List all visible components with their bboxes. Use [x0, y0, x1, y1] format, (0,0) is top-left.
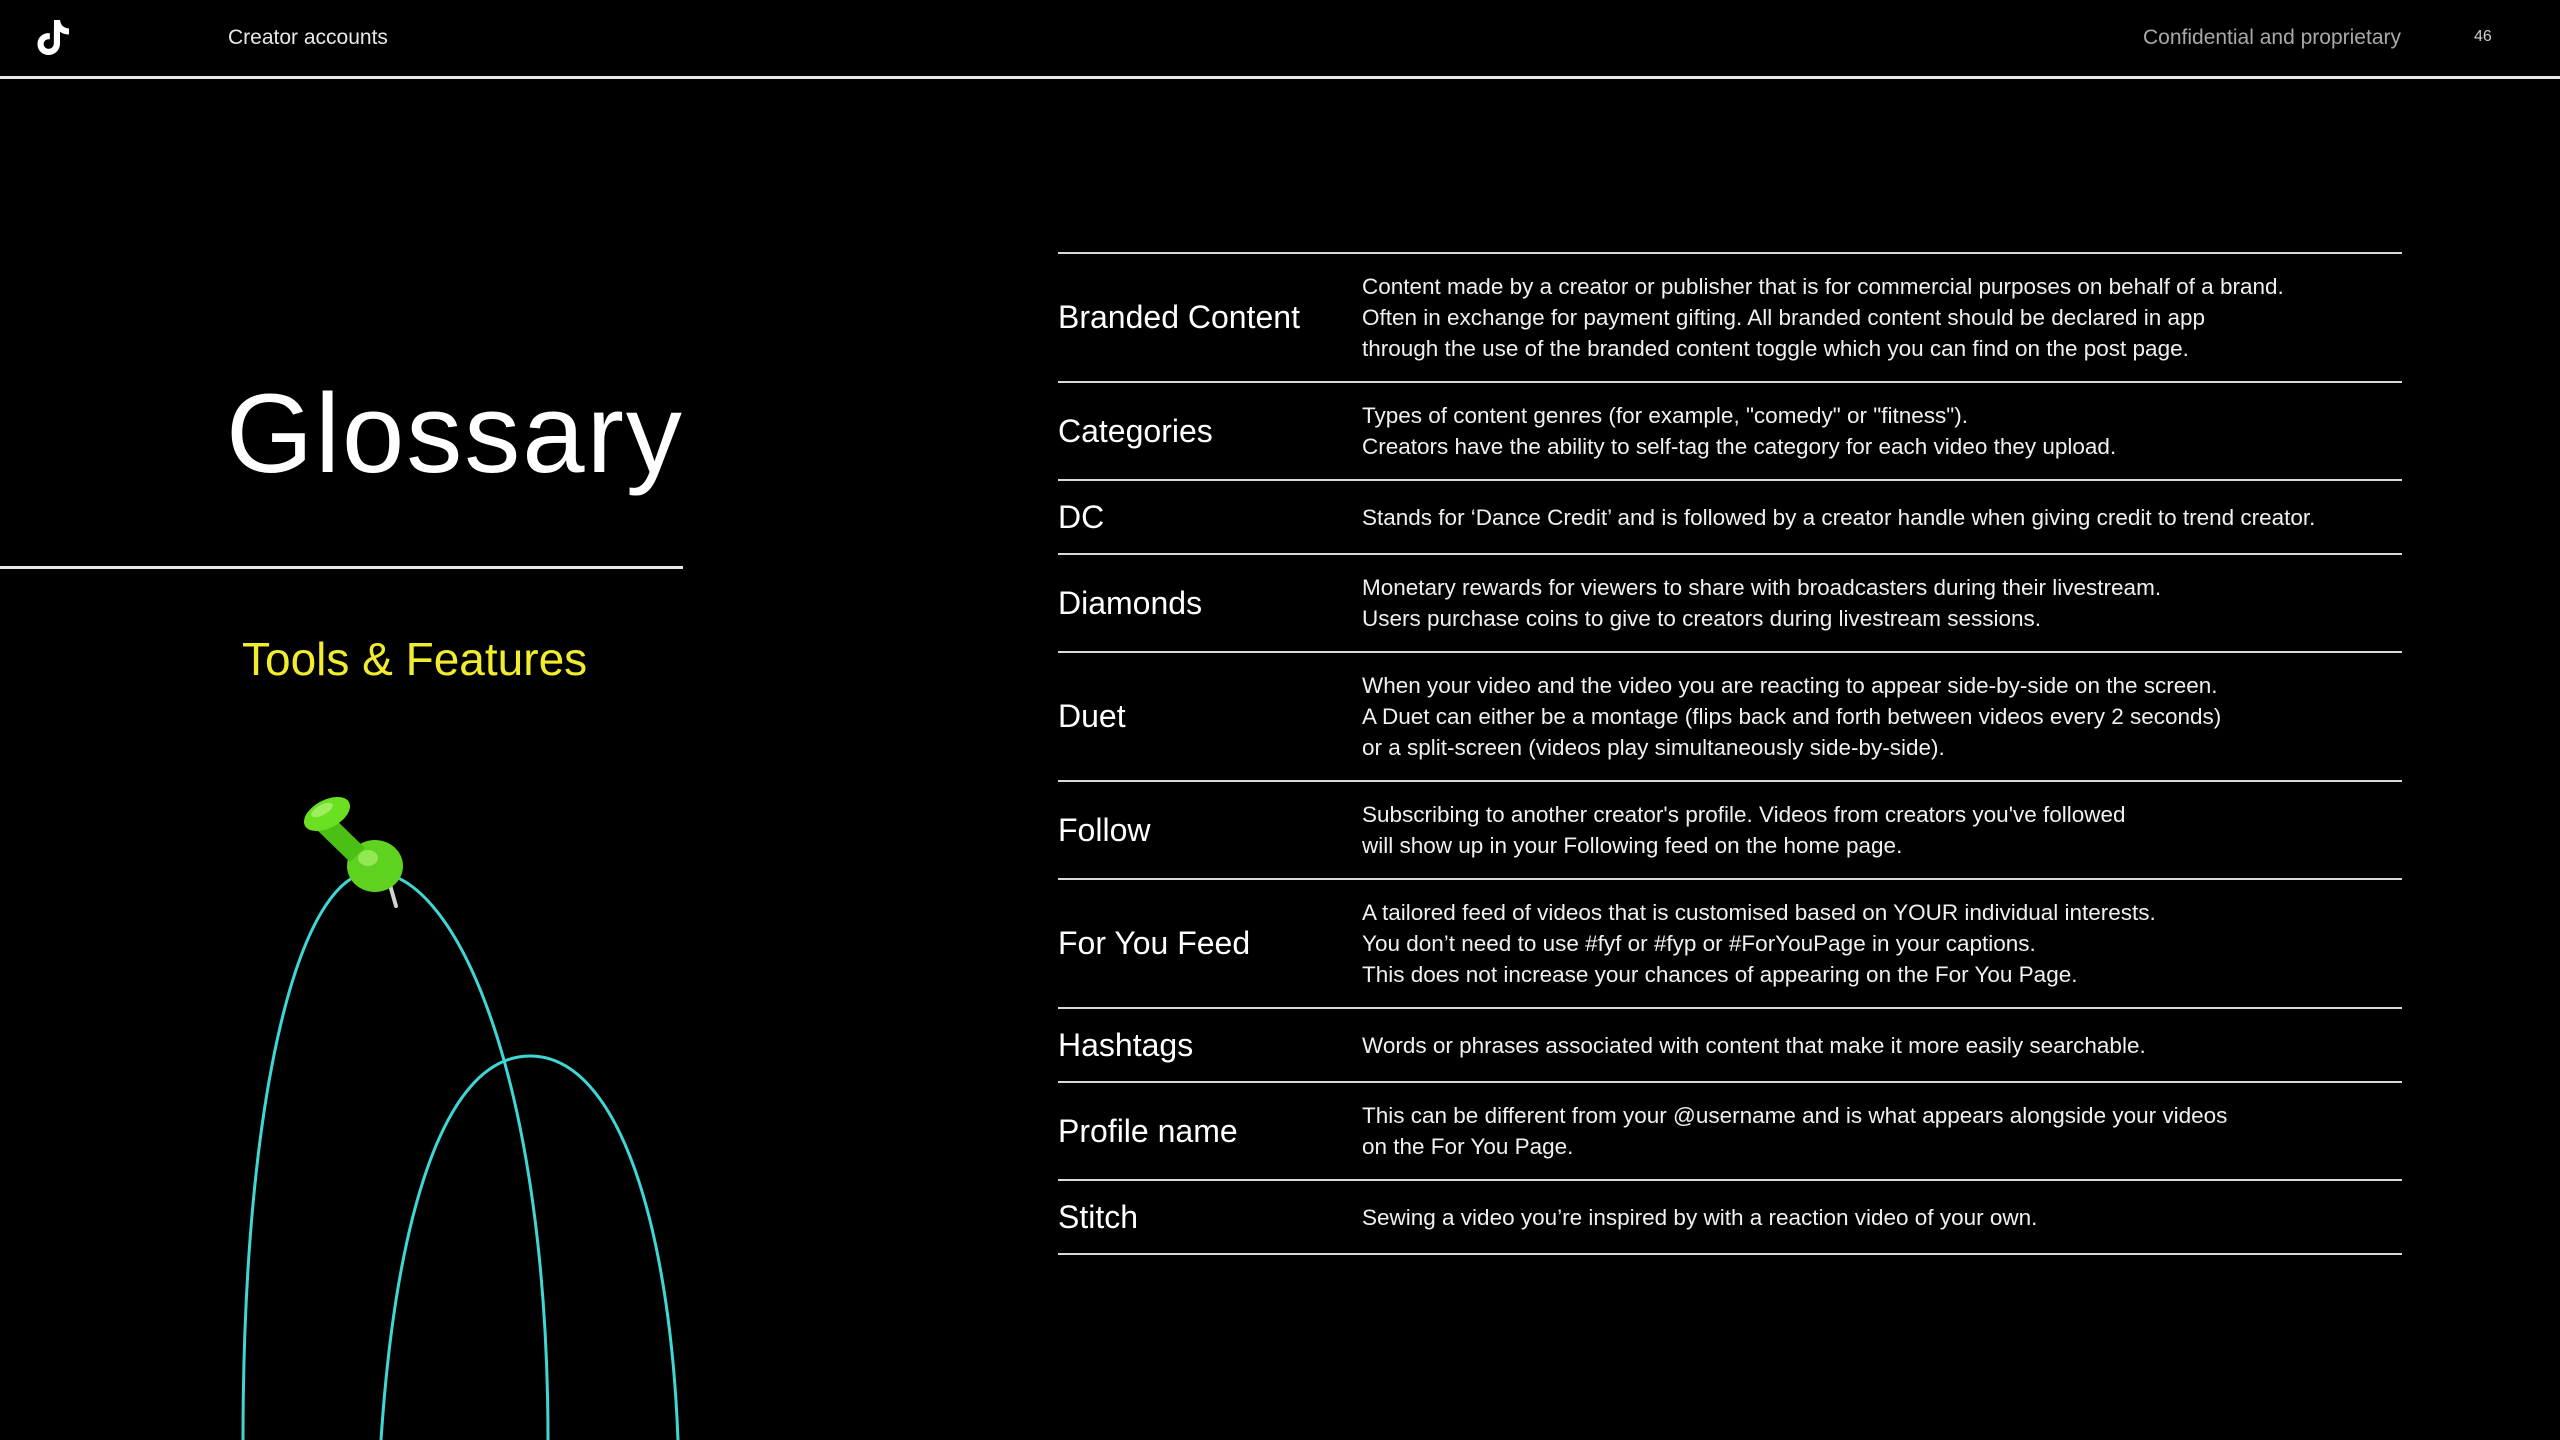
glossary-definition: When your video and the video you are reacting to appear side-by-side on the screen. A Duet can either be a montage (flips back and forth between videos every 2 seconds) or a split-screen (videos play simultaneously side-by-side). — [1362, 673, 2222, 760]
header-divider — [0, 76, 2560, 79]
glossary-term: Hashtags — [1058, 1026, 1194, 1063]
glossary-term: Categories — [1058, 412, 1213, 449]
page-title: Glossary — [226, 371, 684, 496]
glossary-definition: This can be different from your @username and is what appears alongside your videos on the For You Page. — [1362, 1103, 2228, 1159]
glossary-definition: Words or phrases associated with content that make it more easily searchable. — [1362, 1032, 2146, 1058]
glossary-row — [1058, 252, 2402, 381]
glossary-definition: Monetary rewards for viewers to share with broadcasters during their livestream. Users purchase coins to give to creators during livestream sessions. — [1362, 575, 2162, 631]
section-subtitle: Tools & Features — [242, 633, 588, 685]
outer-arc — [243, 872, 548, 1440]
glossary-term: Stitch — [1058, 1198, 1139, 1235]
title-divider — [0, 566, 683, 569]
glossary-definition: Sewing a video you’re inspired by with a reaction video of your own. — [1362, 1204, 2038, 1230]
glossary-definition: Subscribing to another creator's profile. Videos from creators you've followed will show up in your Following feed on the home page. — [1362, 802, 2126, 858]
glossary-definition: Types of content genres (for example, "comedy" or "fitness"). Creators have the ability to self-tag the category for each video they upload. — [1362, 403, 2117, 459]
glossary-table — [1058, 252, 2402, 1255]
inner-arc — [381, 1056, 678, 1440]
pushpin-icon — [298, 790, 403, 906]
glossary-row — [1058, 878, 2402, 1007]
glossary-row — [1058, 553, 2402, 651]
glossary-row — [1058, 1007, 2402, 1081]
glossary-term: DC — [1058, 498, 1105, 535]
glossary-row — [1058, 1081, 2402, 1179]
decorative-arcs-graphic — [200, 790, 720, 1440]
confidential-label: Confidential and proprietary — [2143, 26, 2401, 49]
glossary-row — [1058, 651, 2402, 780]
tiktok-logo-icon — [36, 18, 72, 58]
glossary-definition: Stands for ‘Dance Credit’ and is followed by a creator handle when giving credit to trend creator. — [1362, 504, 2316, 530]
glossary-definition: Content made by a creator or publisher that is for commercial purposes on behalf of a brand. Often in exchange for payment gifting. All branded content should be declared in app through the use of the branded content toggle which you can find on the post page. — [1362, 274, 2284, 361]
glossary-term: Follow — [1058, 811, 1151, 848]
glossary-term: Branded Content — [1058, 299, 1300, 335]
glossary-row — [1058, 479, 2402, 553]
glossary-row — [1058, 780, 2402, 878]
header-title: Creator accounts — [228, 26, 388, 49]
glossary-term: Duet — [1058, 698, 1126, 734]
glossary-row — [1058, 381, 2402, 479]
glossary-row — [1058, 1179, 2402, 1255]
glossary-term: Profile name — [1058, 1112, 1238, 1149]
page-number: 46 — [2474, 28, 2492, 45]
glossary-term: For You Feed — [1058, 925, 1251, 961]
glossary-term: Diamonds — [1058, 584, 1203, 621]
glossary-definition: A tailored feed of videos that is customised based on YOUR individual interests. You don’t need to use #fyf or #fyp or #ForYouPage in your captions. This does not increase your chances of appearing on the For You Page. — [1362, 900, 2156, 987]
